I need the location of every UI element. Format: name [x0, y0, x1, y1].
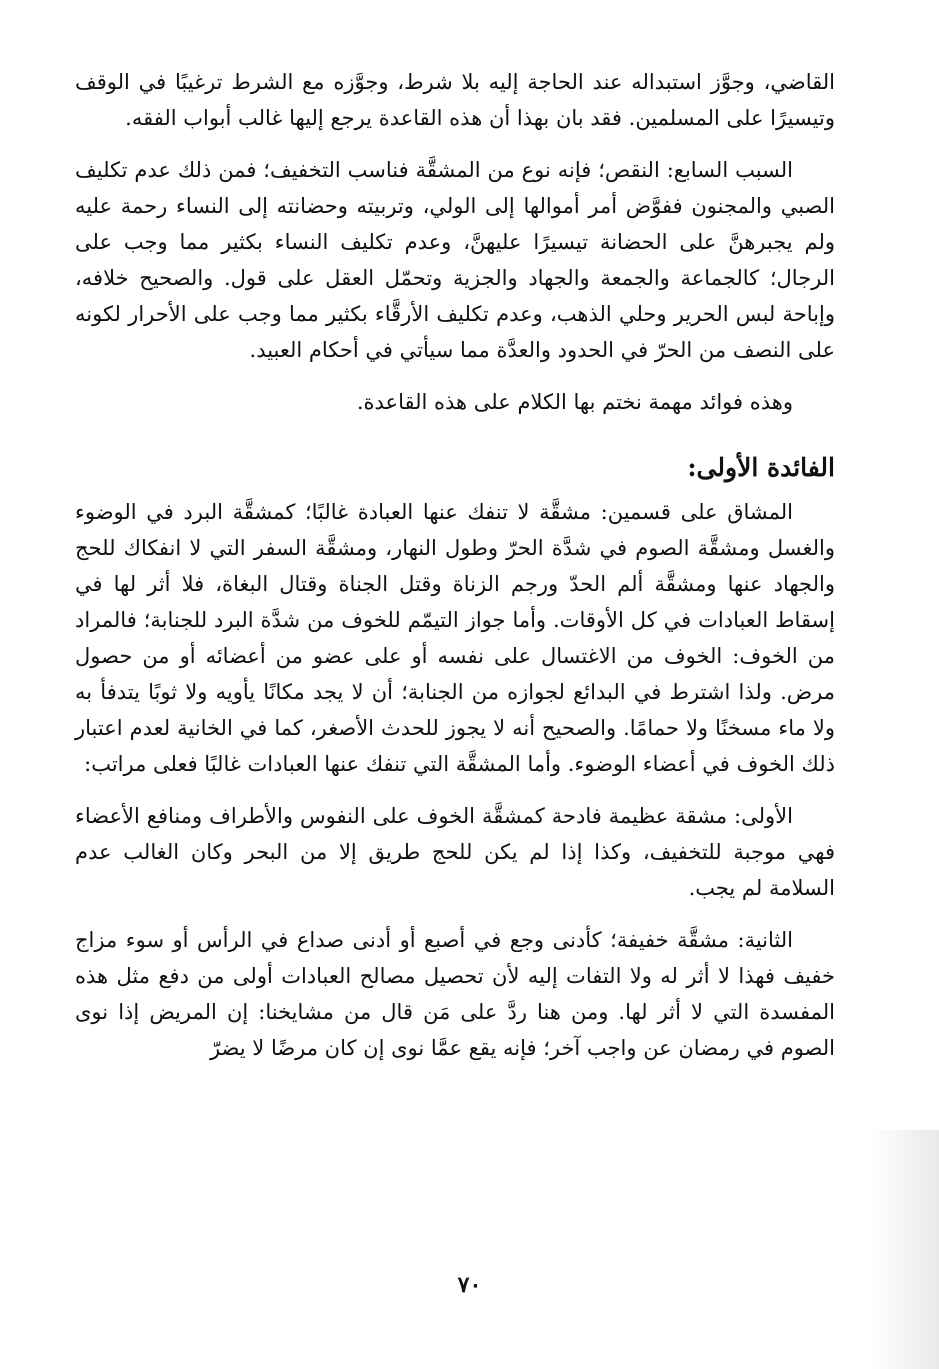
section-heading: الفائدة الأولى:: [687, 453, 835, 482]
paragraph-seventh-cause: السبب السابع: النقص؛ فإنه نوع من المشقَّة فناسب التخفيف؛ فمن ذلك عدم تكليف الصبي والمجنون ففوَّض أمر أموالها إلى الولي، وتربيته وحضانته إلى النساء رحمة عليه ولم يجبرهنَّ على الحضانة تيسيرًا عليهنَّ، وعدم تكليف النساء بكثير مما وجب على الرجال؛ كالجماعة والجمعة والجهاد والجزية وتحمّل العقل على قول. والصحيح خلافه، وإباحة لبس الحرير وحلي الذهب، وعدم تكليف الأرقَّاء بكثير مما وجب على الأحرار لكونه على النصف من الحرّ في الحدود والعدَّة مما سيأتي في أحكام العبيد.: [75, 158, 835, 362]
paragraph-continuation: القاضي، وجوَّز استبداله عند الحاجة إليه بلا شرط، وجوَّزه مع الشرط ترغيبًا في الوقف وتيسيرًا على المسلمين. فقد بان بهذا أن هذه القاعدة يرجع إليها غالب أبواب الفقه.: [75, 70, 835, 130]
page-number: ٧٠: [457, 1272, 482, 1298]
paragraph-first-level: الأولى: مشقة عظيمة فادحة كمشقَّة الخوف على النفوس والأطراف ومنافع الأعضاء فهي موجبة للتخفيف، وكذا إذا لم يكن للحج طريق إلا من البحر وكان الغالب عدم السلامة لم يجب.: [75, 804, 835, 900]
paragraph-intro-benefits: وهذه فوائد مهمة نختم بها الكلام على هذه القاعدة.: [356, 390, 793, 414]
body-text: [75, 64, 835, 1082]
paragraph-second-level: الثانية: مشقَّة خفيفة؛ كأدنى وجع في أصبع أو أدنى صداع في الرأس أو سوء مزاج خفيف فهذا لا أثر له ولا التفات إليه لأن تحصيل مصالح العبادات أولى من دفع مثل هذه المفسدة التي لا أثر لها. ومن هنا ردَّ على مَن قال من مشايخنا: إن المريض إذا نوى الصوم في رمضان عن واجب آخر؛ فإنه يقع عمَّا نوى إن كان مرضًا لا يضرّ: [75, 928, 835, 1060]
scan-shadow: [869, 1130, 939, 1369]
paragraph-hardships: المشاق على قسمين: مشقَّة لا تنفك عنها العبادة غالبًا؛ كمشقَّة البرد في الوضوء والغسل ومشقَّة الصوم في شدَّة الحرّ وطول النهار، ومشقَّة السفر التي لا انفكاك للحج والجهاد عنها ومشقَّة ألم الحدّ ورجم الزناة وقتل الجناة وقتال البغاة، فلا أثر لها في إسقاط العبادات في كل الأوقات. وأما جواز التيمّم للخوف من شدَّة البرد للجنابة؛ فالمراد من الخوف: الخوف من الاغتسال على نفسه أو على عضو من أعضائه أو من حصول مرض. ولذا اشترط في البدائع لجوازه من الجنابة؛ أن لا يجد مكانًا يأويه ولا ثوبًا يتدفأ به ولا ماء مسخنًا ولا حمامًا. والصحيح أنه لا يجوز للحدث الأصغر، كما في الخانية لعدم اعتبار ذلك الخوف في أعضاء الوضوء. وأما المشقَّة التي تنفك عنها العبادات غالبًا فعلى مراتب:: [75, 500, 835, 776]
